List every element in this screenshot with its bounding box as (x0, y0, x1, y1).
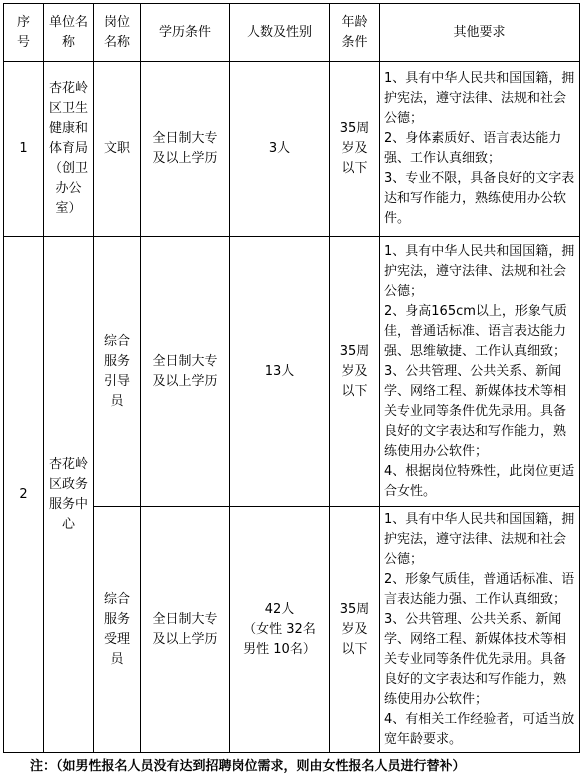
count-cell: 13人 (230, 237, 330, 507)
header-age: 年龄条件 (330, 4, 380, 62)
post-cell: 文职 (94, 62, 141, 237)
edu-cell: 全日制大专及以上学历 (141, 62, 230, 237)
post-cell: 综合服务受理员 (94, 507, 141, 753)
header-other: 其他要求 (380, 4, 580, 62)
header-row (4, 4, 580, 62)
count-female: （女性 32名 (243, 621, 316, 637)
edu-cell: 全日制大专及以上学历 (141, 507, 230, 753)
requirement-item: 1、具有中华人民共和国国籍，拥护宪法，遵守法律、法规和社会公德； (384, 243, 575, 299)
header-seq: 序号 (4, 4, 44, 62)
header-count: 人数及性别 (230, 4, 330, 62)
table-row (4, 62, 580, 237)
count-total: 42人 (264, 601, 295, 617)
count-cell: 3人 (230, 62, 330, 237)
requirement-item: 4、有相关工作经验者，可适当放宽年龄要求。 (384, 711, 575, 747)
post-cell: 综合服务引导员 (94, 237, 141, 507)
count-male: 男性 10名） (243, 641, 316, 657)
requirement-item: 2、身体素质好、语言表达能力强、工作认真细致； (384, 131, 562, 166)
seq-cell: 1 (4, 62, 44, 237)
seq-cell: 2 (4, 237, 44, 753)
requirement-item: 3、专业不限，具备良好的文字表达和写作能力，熟练使用办公软件。 (384, 171, 575, 226)
header-unit: 单位名称 (44, 4, 94, 62)
age-cell: 35周岁及以下 (330, 237, 380, 507)
header-edu: 学历条件 (141, 4, 230, 62)
requirement-item: 3、公共管理、公共关系、新闻学、网络工程、新媒体技术等相关专业同等条件优先录用。具备良好的文字表达和写作能力，熟练使用办公软件； (384, 363, 567, 459)
header-post: 岗位名称 (94, 4, 141, 62)
requirements-cell (380, 62, 580, 237)
recruitment-table (3, 3, 580, 753)
unit-cell: 杏花岭区卫生健康和体育局（创卫办公室） (44, 62, 94, 237)
footnote: 注：（如男性报名人员没有达到招聘岗位需求，则由女性报名人员进行替补） (30, 759, 466, 774)
age-cell: 35周岁及以下 (330, 507, 380, 753)
requirement-item: 3、公共管理、公共关系、新闻学、网络工程、新媒体技术等相关专业同等条件优先录用。具备良好的文字表达和写作能力，熟练使用办公软件； (384, 611, 567, 707)
age-cell: 35周岁及以下 (330, 62, 380, 237)
requirements-cell (380, 237, 580, 507)
requirement-item: 2、形象气质佳，普通话标准、语言表达能力强、工作认真细致； (384, 571, 575, 607)
requirement-item: 4、根据岗位特殊性，此岗位更适合女性。 (384, 463, 575, 499)
count-cell (230, 507, 330, 753)
requirement-item: 1、具有中华人民共和国国籍，拥护宪法，遵守法律、法规和社会公德； (384, 71, 575, 126)
requirements-cell (380, 507, 580, 753)
requirement-item: 1、具有中华人民共和国国籍，拥护宪法，遵守法律、法规和社会公德； (384, 511, 575, 567)
edu-cell: 全日制大专及以上学历 (141, 237, 230, 507)
requirement-item: 2、身高165cm以上，形象气质佳，普通话标准、语言表达能力强、思维敏捷、工作认真细致； (384, 303, 567, 359)
table-row (4, 237, 580, 507)
unit-cell: 杏花岭区政务服务中心 (44, 237, 94, 753)
